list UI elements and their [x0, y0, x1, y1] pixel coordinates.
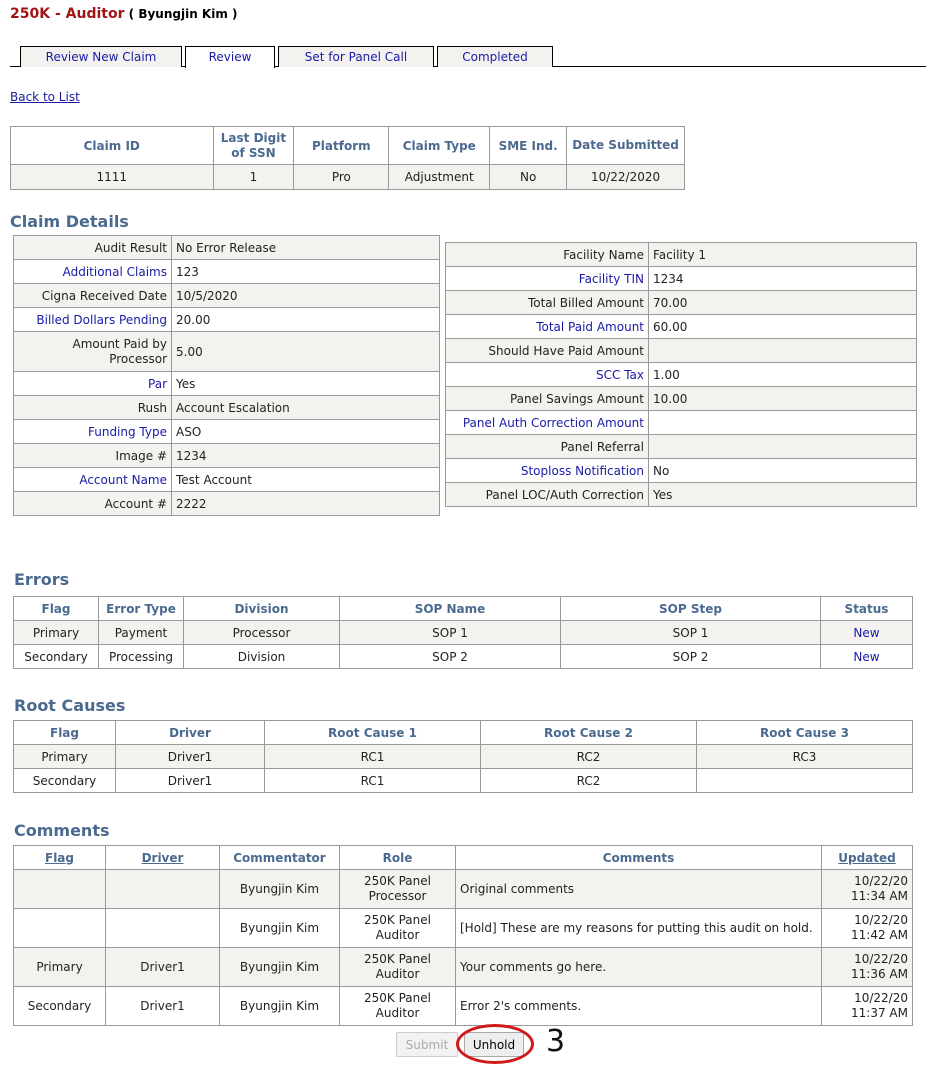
account-name-value: Test Account [172, 468, 440, 492]
detail-label: Funding Type [14, 420, 172, 444]
root-causes-table [13, 720, 913, 793]
par-value: Yes [172, 372, 440, 396]
table-row [14, 987, 913, 1026]
title-separator: - [50, 6, 66, 22]
errors-heading: Errors [14, 570, 70, 589]
root-causes-header: Driver [116, 721, 265, 745]
sop-name-cell: SOP 1 [340, 621, 561, 645]
panel-loc-value: Yes [649, 483, 917, 507]
updated-cell: 10/22/20 11:42 AM [822, 909, 913, 948]
funding-type-value: ASO [172, 420, 440, 444]
root-causes-header: Root Cause 1 [265, 721, 481, 745]
sort-flag-link[interactable]: Flag [14, 846, 106, 870]
root-causes-heading: Root Causes [14, 696, 126, 715]
sort-updated-link[interactable]: Updated [822, 846, 913, 870]
updated-cell: 10/22/20 11:36 AM [822, 948, 913, 987]
detail-label: Amount Paid by Processor [14, 332, 172, 372]
claim-id-value: 1111 [11, 165, 214, 190]
driver-cell: Driver1 [116, 769, 265, 793]
role-cell: 250K Panel Auditor [340, 948, 456, 987]
driver-cell [106, 909, 220, 948]
ssn-digit-value: 1 [213, 165, 294, 190]
platform-value: Pro [294, 165, 389, 190]
errors-header: Status [821, 597, 913, 621]
claim-details-heading: Claim Details [10, 212, 129, 231]
claim-details-right-table [445, 242, 917, 507]
detail-label: SCC Tax [446, 363, 649, 387]
role-cell: 250K Panel Auditor [340, 909, 456, 948]
audit-result-value: No Error Release [172, 236, 440, 260]
detail-label: Stoploss Notification [446, 459, 649, 483]
date-submitted-value: 10/22/2020 [567, 165, 685, 190]
comments-header: Role [340, 846, 456, 870]
sop-step-cell: SOP 2 [561, 645, 821, 669]
detail-label: Panel LOC/Auth Correction [446, 483, 649, 507]
tab-completed[interactable]: Completed [437, 46, 553, 67]
commentator-cell: Byungjin Kim [220, 987, 340, 1026]
detail-label: Facility Name [446, 243, 649, 267]
detail-label: Account # [14, 492, 172, 516]
commentator-cell: Byungjin Kim [220, 948, 340, 987]
table-row [14, 745, 913, 769]
flag-cell: Secondary [14, 987, 106, 1026]
root-causes-header: Flag [14, 721, 116, 745]
comment-cell: [Hold] These are my reasons for putting this audit on hold. [456, 909, 822, 948]
table-row [14, 769, 913, 793]
rush-value: Account Escalation [172, 396, 440, 420]
queue-name: 250K [10, 6, 51, 22]
table-row [14, 870, 913, 909]
panel-referral-value [649, 435, 917, 459]
driver-cell: Driver1 [106, 948, 220, 987]
flag-cell: Primary [14, 621, 99, 645]
errors-header: Flag [14, 597, 99, 621]
account-number-value: 2222 [172, 492, 440, 516]
division-cell: Division [184, 645, 340, 669]
root-cause-1-cell: RC1 [265, 745, 481, 769]
detail-label: Billed Dollars Pending [14, 308, 172, 332]
detail-label: Image # [14, 444, 172, 468]
summary-header: Claim Type [389, 127, 490, 165]
summary-header: Last Digit of SSN [213, 127, 294, 165]
comments-heading: Comments [14, 821, 110, 840]
should-have-paid-value [649, 339, 917, 363]
submit-button[interactable]: Submit [396, 1032, 458, 1057]
root-cause-1-cell: RC1 [265, 769, 481, 793]
facility-tin-value: 1234 [649, 267, 917, 291]
comment-cell: Error 2's comments. [456, 987, 822, 1026]
user-name: ( Byungjin Kim ) [124, 7, 238, 21]
detail-label: Total Billed Amount [446, 291, 649, 315]
detail-label: Panel Auth Correction Amount [446, 411, 649, 435]
detail-label: Panel Referral [446, 435, 649, 459]
detail-label: Rush [14, 396, 172, 420]
tab-bar [10, 45, 926, 67]
role-cell: 250K Panel Auditor [340, 987, 456, 1026]
back-to-list-link[interactable]: Back to List [10, 90, 80, 104]
amount-paid-value: 5.00 [172, 332, 440, 372]
driver-cell: Driver1 [106, 987, 220, 1026]
sop-name-cell: SOP 2 [340, 645, 561, 669]
commentator-cell: Byungjin Kim [220, 870, 340, 909]
page-title [10, 6, 238, 22]
detail-label: Par [14, 372, 172, 396]
image-number-value: 1234 [172, 444, 440, 468]
table-row [14, 621, 913, 645]
tab-review[interactable]: Review [185, 46, 275, 68]
comments-header: Commentator [220, 846, 340, 870]
role-cell: 250K Panel Processor [340, 870, 456, 909]
error-type-cell: Processing [99, 645, 184, 669]
errors-header: Error Type [99, 597, 184, 621]
sort-driver-link[interactable]: Driver [106, 846, 220, 870]
errors-header: SOP Step [561, 597, 821, 621]
detail-label: Total Paid Amount [446, 315, 649, 339]
root-cause-3-cell: RC3 [697, 745, 913, 769]
flag-cell: Secondary [14, 645, 99, 669]
division-cell: Processor [184, 621, 340, 645]
updated-cell: 10/22/20 11:37 AM [822, 987, 913, 1026]
billed-pending-value: 20.00 [172, 308, 440, 332]
root-causes-header: Root Cause 2 [481, 721, 697, 745]
detail-label: Facility TIN [446, 267, 649, 291]
detail-label: Audit Result [14, 236, 172, 260]
annotation-number: 3 [546, 1024, 566, 1059]
table-row [14, 909, 913, 948]
detail-label: Account Name [14, 468, 172, 492]
commentator-cell: Byungjin Kim [220, 909, 340, 948]
root-cause-3-cell [697, 769, 913, 793]
updated-cell: 10/22/20 11:34 AM [822, 870, 913, 909]
tab-set-for-panel-call[interactable]: Set for Panel Call [278, 46, 434, 67]
comments-header: Comments [456, 846, 822, 870]
flag-cell [14, 909, 106, 948]
total-paid-value: 60.00 [649, 315, 917, 339]
status-cell: New [821, 645, 913, 669]
flag-cell: Primary [14, 745, 116, 769]
comments-table [13, 845, 913, 1026]
root-cause-2-cell: RC2 [481, 769, 697, 793]
errors-header: SOP Name [340, 597, 561, 621]
detail-label: Cigna Received Date [14, 284, 172, 308]
flag-cell [14, 870, 106, 909]
comment-cell: Your comments go here. [456, 948, 822, 987]
tab-review-new-claim[interactable]: Review New Claim [20, 46, 182, 67]
table-row [14, 645, 913, 669]
role-name: Auditor [65, 6, 125, 22]
summary-header: SME Ind. [490, 127, 567, 165]
panel-savings-value: 10.00 [649, 387, 917, 411]
detail-label: Additional Claims [14, 260, 172, 284]
claim-details-left-table [13, 235, 440, 516]
received-date-value: 10/5/2020 [172, 284, 440, 308]
comment-cell: Original comments [456, 870, 822, 909]
driver-cell: Driver1 [116, 745, 265, 769]
sme-ind-value: No [490, 165, 567, 190]
scc-tax-value: 1.00 [649, 363, 917, 387]
summary-header: Date Submitted [567, 127, 685, 165]
summary-header: Claim ID [11, 127, 214, 165]
flag-cell: Secondary [14, 769, 116, 793]
claim-type-value: Adjustment [389, 165, 490, 190]
status-cell: New [821, 621, 913, 645]
summary-header: Platform [294, 127, 389, 165]
root-cause-2-cell: RC2 [481, 745, 697, 769]
unhold-button[interactable]: Unhold [464, 1032, 524, 1057]
root-causes-header: Root Cause 3 [697, 721, 913, 745]
detail-label: Panel Savings Amount [446, 387, 649, 411]
stoploss-value: No [649, 459, 917, 483]
table-row [14, 948, 913, 987]
errors-table [13, 596, 913, 669]
claim-summary-table [10, 126, 685, 190]
errors-header: Division [184, 597, 340, 621]
additional-claims-value: 123 [172, 260, 440, 284]
error-type-cell: Payment [99, 621, 184, 645]
total-billed-value: 70.00 [649, 291, 917, 315]
facility-name-value: Facility 1 [649, 243, 917, 267]
flag-cell: Primary [14, 948, 106, 987]
panel-auth-correction-value [649, 411, 917, 435]
detail-label: Should Have Paid Amount [446, 339, 649, 363]
sop-step-cell: SOP 1 [561, 621, 821, 645]
driver-cell [106, 870, 220, 909]
